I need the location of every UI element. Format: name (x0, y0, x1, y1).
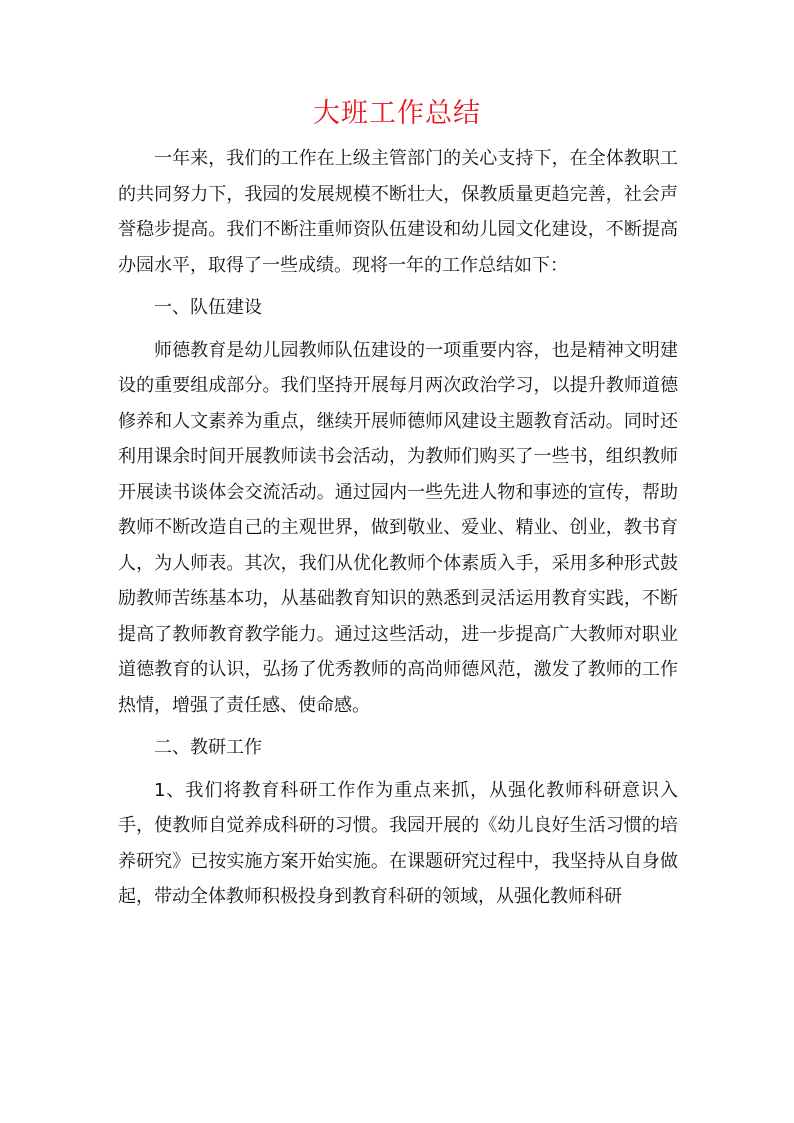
document-body (118, 141, 678, 915)
section-heading-teaching-research: 二、教研工作 (154, 737, 262, 758)
section-paragraph-teaching-research: 1、我们将教育科研工作作为重点来抓，从强化教师科研意识入手，使教师自觉养成科研的习惯。我园开展的《幼儿良好生活习惯的培养研究》已按实施方案开始实施。在课题研究过程中，我坚持从自身做起，带动全体教师积极投身到教育科研的领域，从强化教师科研 (118, 779, 678, 907)
intro-paragraph: 一年来，我们的工作在上级主管部门的关心支持下，在全体教职工的共同努力下，我园的发展规模不断壮大，保教质量更趋完善，社会声誉稳步提高。我们不断注重师资队伍建设和幼儿园文化建设，不断提高办园水平，取得了一些成绩。现将一年的工作总结如下： (118, 148, 678, 276)
section-paragraph-team-building: 师德教育是幼儿园教师队伍建设的一项重要内容，也是精神文明建设的重要组成部分。我们坚持开展每月两次政治学习，以提升教师道德修养和人文素养为重点，继续开展师德师风建设主题教育活动。同时还利用课余时间开展教师读书会活动，为教师们购买了一些书，组织教师开展读书谈体会交流活动。通过园内一些先进人物和事迹的宣传，帮助教师不断改造自己的主观世界，做到敬业、爱业、精业、创业，教书育人，为人师表。其次，我们从优化教师个体素质入手，采用多种形式鼓励教师苦练基本功，从基础教育知识的熟悉到灵活运用教育实践，不断提高了教师教育教学能力。通过这些活动，进一步提高广大教师对职业道德教育的认识，弘扬了优秀教师的高尚师德风范，激发了教师的工作热情，增强了责任感、使命感。 (118, 339, 678, 716)
document-title: 大班工作总结 (313, 98, 481, 129)
section-heading-team-building: 一、队伍建设 (154, 297, 262, 318)
